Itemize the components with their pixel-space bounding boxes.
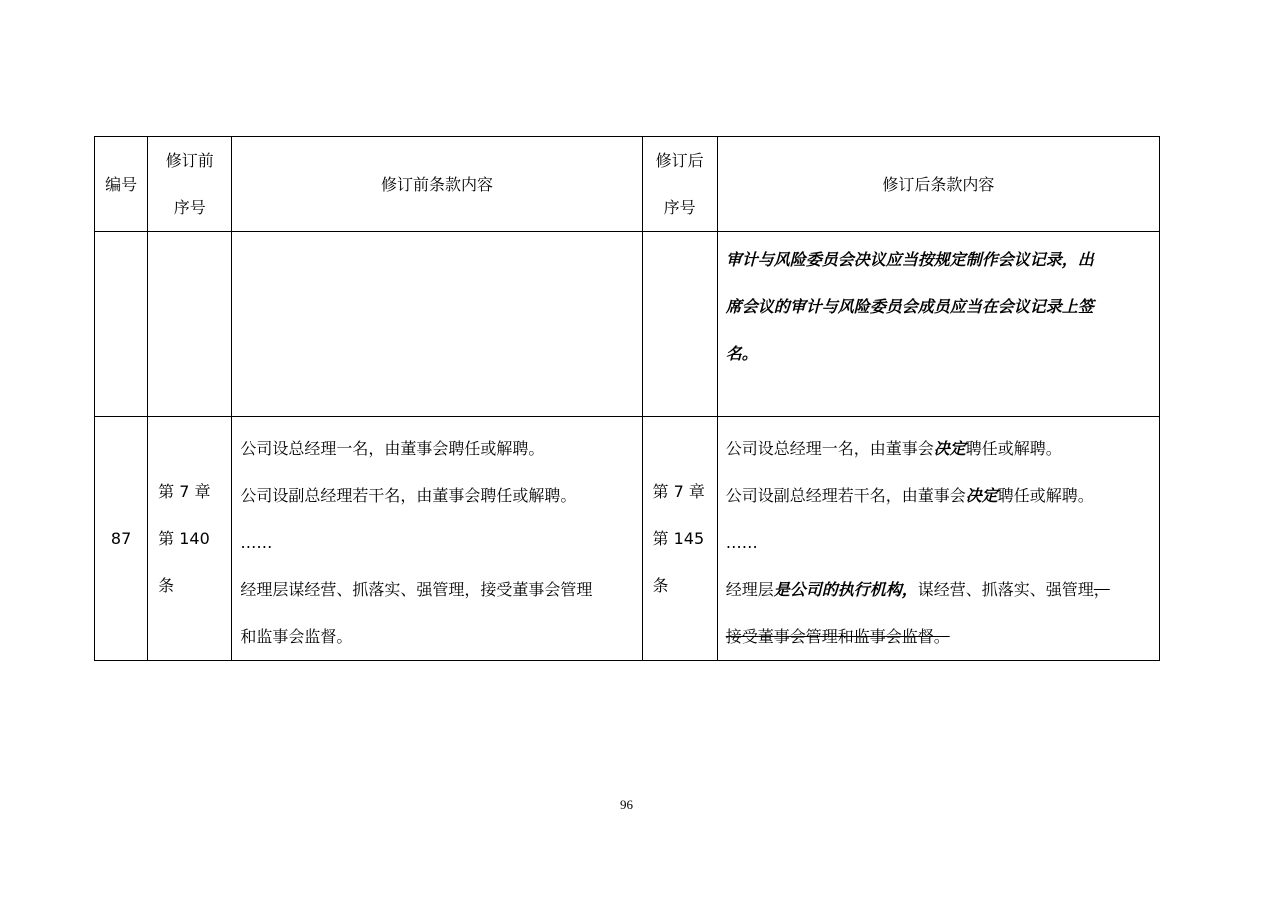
new-text-line-2 xyxy=(726,472,1151,519)
header-new-text: 修订后条款内容 xyxy=(717,137,1159,232)
header-number: 编号 xyxy=(95,137,148,232)
header-new-seq-line-1: 修订后 xyxy=(655,151,704,170)
new-text-line-4-before: 经理层 xyxy=(725,580,774,599)
header-new-seq-line-2: 序号 xyxy=(663,198,696,217)
cell-number-empty xyxy=(95,232,148,417)
cell-old-text xyxy=(232,417,642,661)
new-text-line-4 xyxy=(726,566,1151,613)
cell-old-seq xyxy=(148,417,232,661)
new-text-line-2-inserted: 决定 xyxy=(965,486,998,505)
continued-line-3: 名。 xyxy=(725,344,758,363)
new-seq-line-3: 条 xyxy=(652,576,669,595)
new-text-line-1-after: 聘任或解聘。 xyxy=(965,439,1062,458)
new-text-line-5-deleted: 接受董事会管理和监事会监督。 xyxy=(725,627,950,646)
header-old-seq xyxy=(148,137,232,232)
old-seq-line-3: 条 xyxy=(158,576,175,595)
table-header-row xyxy=(95,137,1160,232)
cell-old-text-empty xyxy=(232,232,642,417)
old-text-line-2: 公司设副总经理若干名，由董事会聘任或解聘。 xyxy=(240,486,577,505)
cell-new-text xyxy=(717,417,1159,661)
new-text-line-2-before: 公司设副总经理若干名，由董事会 xyxy=(725,486,966,505)
old-seq-line-2: 第 140 xyxy=(158,529,210,548)
revision-table xyxy=(94,136,1160,661)
header-old-text: 修订前条款内容 xyxy=(232,137,642,232)
table-row-continued xyxy=(95,232,1160,417)
old-seq-line-1: 第 7 章 xyxy=(158,482,211,501)
old-text-line-1: 公司设总经理一名，由董事会聘任或解聘。 xyxy=(240,439,545,458)
new-text-line-1 xyxy=(726,425,1151,472)
cell-old-seq-empty xyxy=(148,232,232,417)
header-new-seq xyxy=(642,137,717,232)
cell-new-seq xyxy=(642,417,717,661)
new-text-line-4-after: 谋经营、抓落实、强管理 xyxy=(917,580,1094,599)
new-seq-line-2: 第 145 xyxy=(652,529,705,548)
new-seq-line-1: 第 7 章 xyxy=(652,482,705,501)
new-text-line-3: …… xyxy=(725,533,758,552)
page-number: 96 xyxy=(620,797,633,812)
header-old-seq-line-1: 修订前 xyxy=(165,151,214,170)
header-old-seq-line-2: 序号 xyxy=(173,198,206,217)
new-text-line-5 xyxy=(726,613,1151,660)
table-row-87 xyxy=(95,417,1160,661)
continued-line-1: 审计与风险委员会决议应当按规定制作会议记录，出 xyxy=(725,250,1094,269)
new-text-line-2-after: 聘任或解聘。 xyxy=(997,486,1094,505)
new-text-line-4-deleted: ， xyxy=(1093,580,1110,599)
cell-number: 87 xyxy=(95,417,148,661)
cell-new-text-continued xyxy=(717,232,1159,417)
new-text-line-4-inserted: 是公司的执行机构， xyxy=(773,580,918,599)
continued-line-2: 席会议的审计与风险委员会成员应当在会议记录上签 xyxy=(725,297,1094,316)
old-text-line-5: 和监事会监督。 xyxy=(240,627,353,646)
old-text-line-4: 经理层谋经营、抓落实、强管理，接受董事会管理 xyxy=(240,580,593,599)
old-text-line-3: …… xyxy=(240,533,273,552)
cell-new-seq-empty xyxy=(642,232,717,417)
new-text-line-1-before: 公司设总经理一名，由董事会 xyxy=(725,439,934,458)
new-text-line-1-inserted: 决定 xyxy=(933,439,966,458)
